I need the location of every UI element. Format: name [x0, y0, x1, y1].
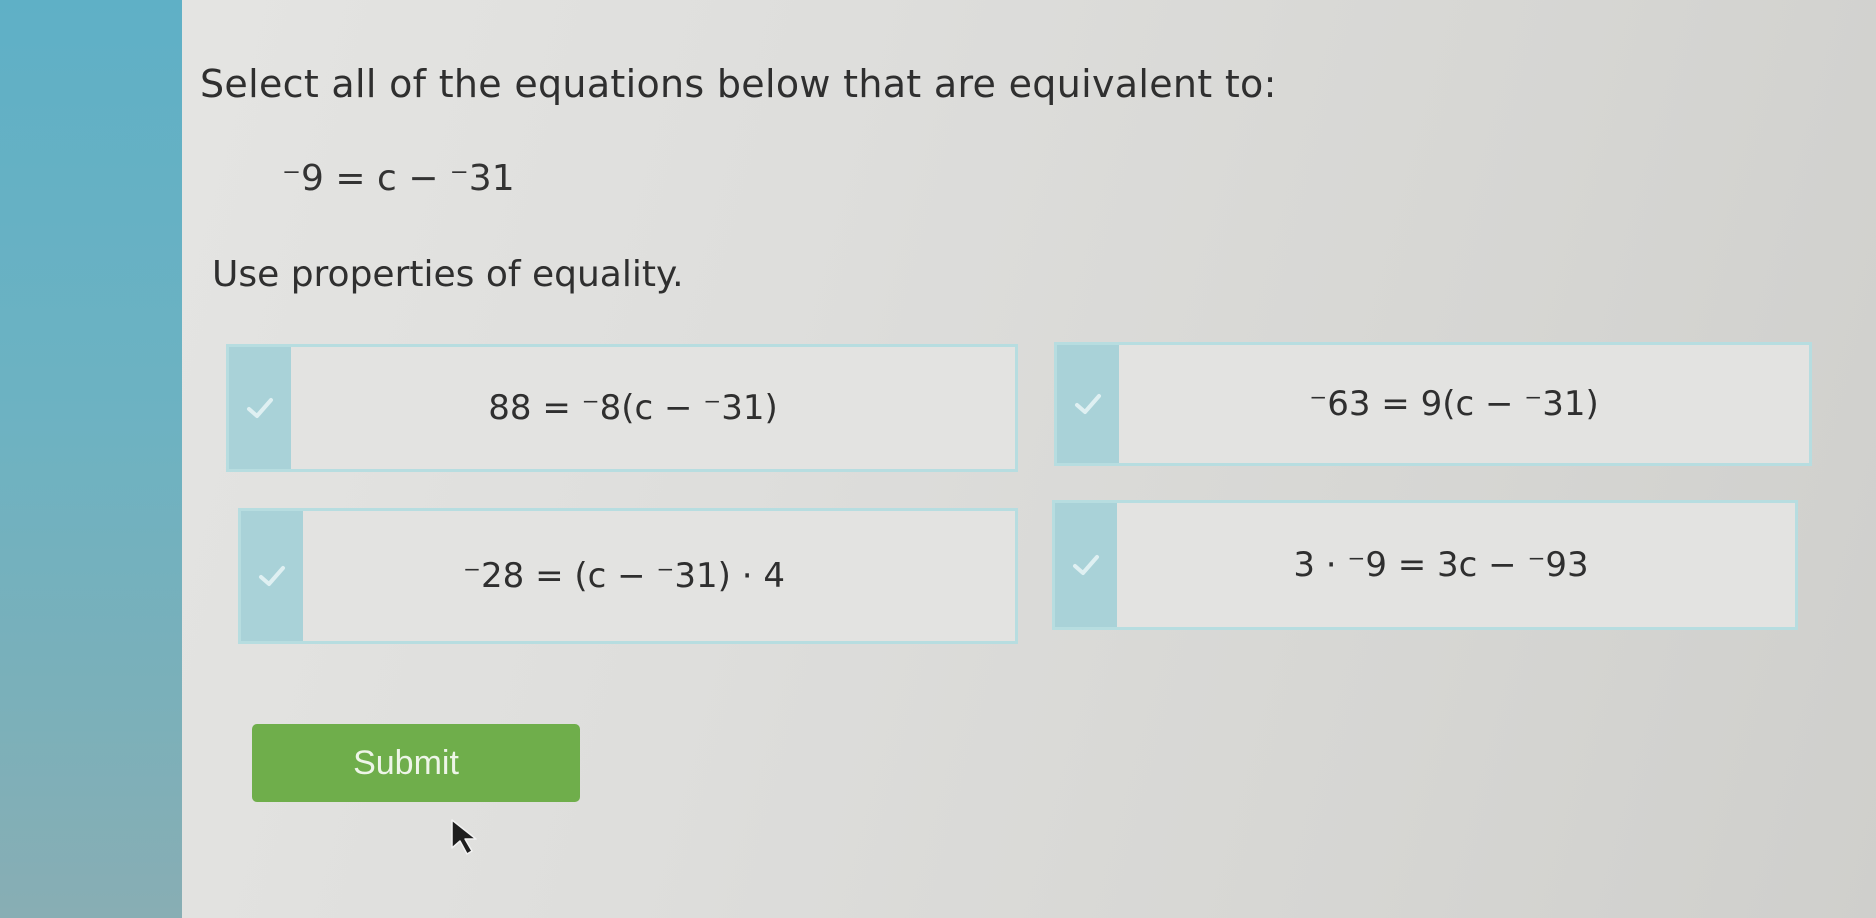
check-icon — [1071, 550, 1101, 580]
choice-equation: ⁻63 = 9(c − ⁻31) — [1309, 384, 1599, 424]
choice-check-tab[interactable] — [1055, 503, 1117, 627]
left-rail — [0, 0, 182, 918]
check-icon — [245, 393, 275, 423]
check-icon — [1073, 389, 1103, 419]
hint-text: Use properties of equality. — [212, 254, 684, 295]
choice-option-1[interactable] — [226, 344, 1018, 472]
check-icon — [257, 561, 287, 591]
choice-check-tab[interactable] — [229, 347, 291, 469]
submit-button[interactable]: Submit — [252, 724, 580, 802]
choice-option-3[interactable] — [238, 508, 1018, 644]
choice-check-tab[interactable] — [1057, 345, 1119, 463]
given-equation: ⁻9 = c − ⁻31 — [282, 158, 515, 199]
choice-check-tab[interactable] — [241, 511, 303, 641]
choice-equation: ⁻28 = (c − ⁻31) · 4 — [463, 556, 785, 596]
mouse-cursor-icon — [450, 818, 486, 858]
choice-option-2[interactable] — [1054, 342, 1812, 466]
question-text: Select all of the equations below that are equivalent to: — [200, 62, 1277, 106]
choice-option-4[interactable] — [1052, 500, 1798, 630]
choice-equation: 88 = ⁻8(c − ⁻31) — [488, 388, 778, 428]
choice-equation: 3 · ⁻9 = 3c − ⁻93 — [1293, 545, 1589, 585]
